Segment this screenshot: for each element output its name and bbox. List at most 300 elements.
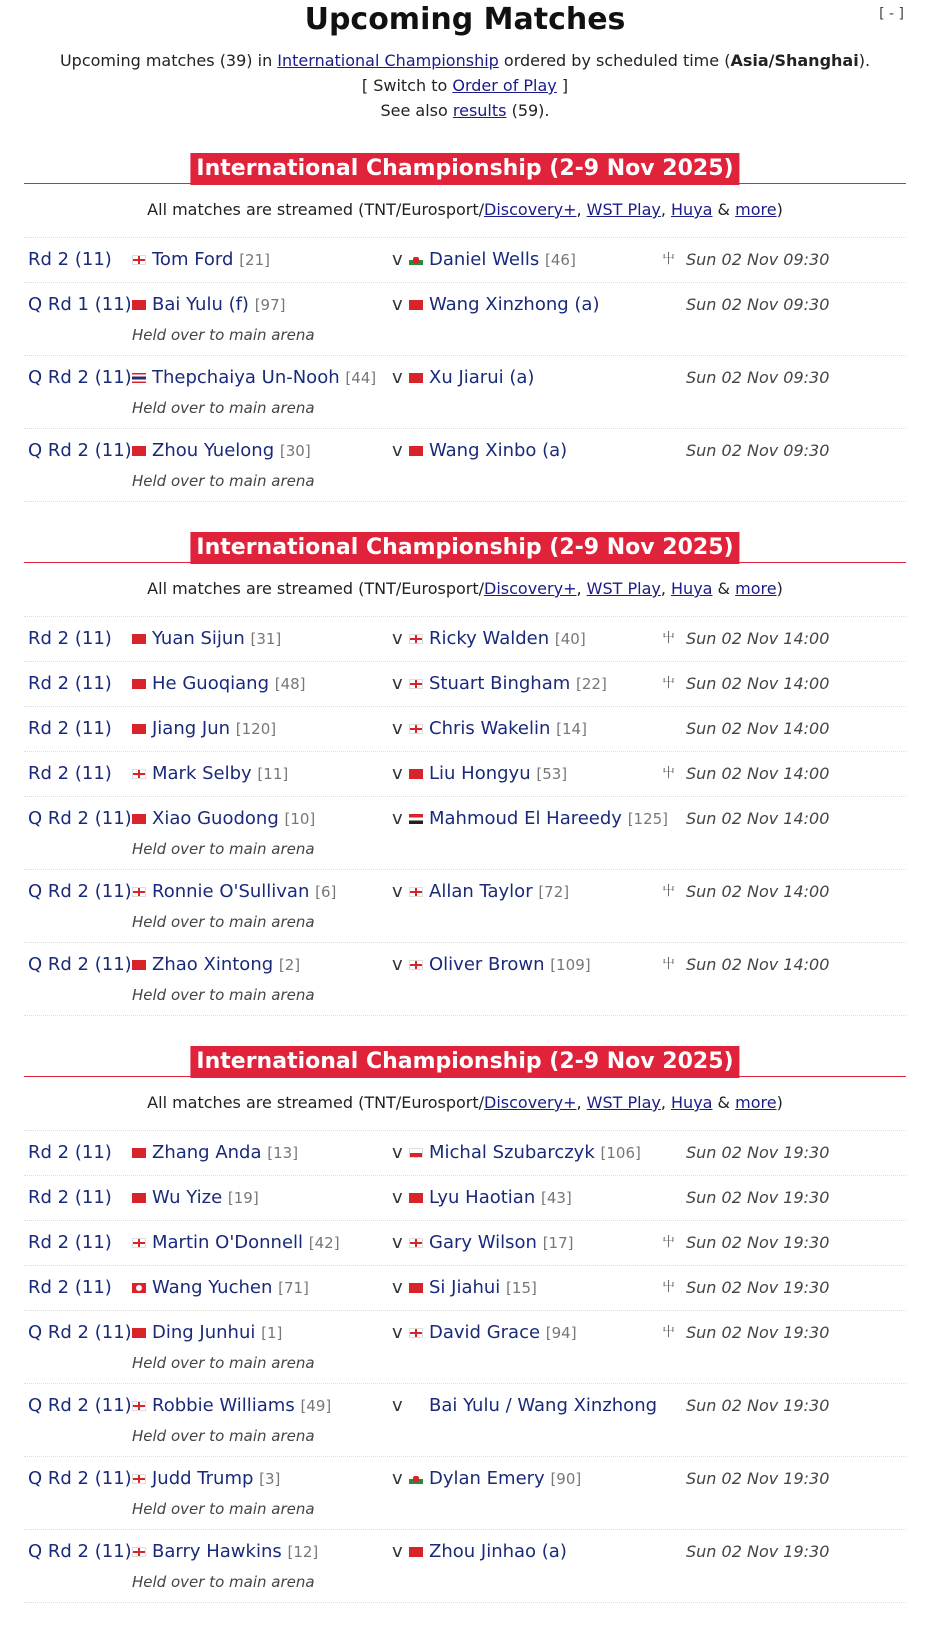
player1-cell	[132, 1186, 259, 1210]
round-cell	[28, 627, 112, 651]
round-cell	[28, 807, 132, 831]
match-row[interactable]	[24, 707, 906, 752]
round-label: Rd 2	[28, 673, 70, 694]
frames-format: (11)	[94, 1541, 132, 1562]
flag-icon	[409, 724, 423, 734]
round-label: Rd 2	[28, 1142, 70, 1163]
vs-label: v	[392, 1541, 403, 1562]
player2-link[interactable]: Si Jiahui	[429, 1277, 501, 1298]
section-title[interactable]: International Championship (2-9 Nov 2025)	[190, 1046, 739, 1078]
tv-icon: ⼬	[662, 1325, 676, 1340]
flag-icon	[409, 446, 423, 456]
intro-line-3	[0, 98, 930, 123]
vs-label: v	[392, 440, 403, 461]
stream-text: )	[776, 579, 783, 598]
player1-seed: [97]	[254, 296, 286, 314]
player1-link[interactable]: Zhou Yuelong	[152, 440, 275, 461]
player1-link[interactable]: Tom Ford	[152, 249, 234, 270]
round-cell	[28, 439, 132, 463]
match-time: Sun 02 Nov 14:00	[686, 629, 830, 648]
player1-link[interactable]: Zhang Anda	[152, 1142, 262, 1163]
player2-cell	[409, 1467, 581, 1491]
player2-link[interactable]: Xu Jiarui (a)	[429, 367, 535, 388]
page-title: Upcoming Matches	[304, 2, 626, 37]
match-time: Sun 02 Nov 19:30	[686, 1233, 830, 1252]
flag-icon	[409, 1401, 423, 1411]
player1-link[interactable]: Bai Yulu (f)	[152, 294, 249, 315]
match-row[interactable]	[24, 356, 906, 429]
match-row[interactable]	[24, 1311, 906, 1384]
player1-seed: [6]	[315, 883, 337, 901]
player1-link[interactable]: Wu Yize	[152, 1187, 223, 1208]
stream-text: &	[712, 200, 736, 219]
player1-seed: [49]	[300, 1397, 332, 1415]
flag-icon	[409, 1328, 423, 1338]
round-label: Q Rd 2	[28, 1468, 89, 1489]
round-label: Q Rd 2	[28, 367, 89, 388]
player2-cell	[409, 366, 534, 390]
stream-text: ,	[660, 1093, 672, 1112]
flag-icon	[409, 814, 423, 824]
tv-icon: ⼬	[662, 884, 676, 899]
player1-cell	[132, 1540, 318, 1564]
flag-icon	[132, 1283, 146, 1293]
player2-cell	[409, 717, 587, 741]
round-cell	[28, 248, 112, 272]
flag-icon	[409, 255, 423, 265]
player2-cell	[409, 627, 586, 651]
player1-link[interactable]: Zhao Xintong	[152, 954, 274, 975]
match-time: Sun 02 Nov 09:30	[686, 441, 830, 460]
player2-link[interactable]: Stuart Bingham	[429, 673, 571, 694]
section-header	[0, 532, 930, 564]
flag-icon	[409, 1474, 423, 1484]
player1-seed: [10]	[284, 810, 316, 828]
round-cell	[28, 293, 132, 317]
player2-link[interactable]: Dylan Emery	[429, 1468, 545, 1489]
section-header	[0, 1046, 930, 1078]
flag-icon	[132, 1401, 146, 1411]
held-over-note: Held over to main arena	[132, 399, 315, 417]
match-row[interactable]	[24, 238, 906, 283]
stream-text: &	[712, 579, 736, 598]
player2-link[interactable]: Wang Xinbo (a)	[429, 440, 568, 461]
match-row[interactable]	[24, 870, 906, 943]
vs-label: v	[392, 881, 403, 902]
player1-seed: [19]	[227, 1189, 259, 1207]
match-section	[0, 153, 930, 502]
frames-format: (11)	[94, 440, 132, 461]
player1-seed: [13]	[267, 1144, 299, 1162]
stream-info	[0, 197, 930, 223]
player1-cell	[132, 762, 288, 786]
flag-icon	[409, 300, 423, 310]
huya-link[interactable]: Huya	[671, 579, 713, 598]
round-label: Rd 2	[28, 1232, 70, 1253]
flag-icon	[132, 634, 146, 644]
vs-label: v	[392, 1187, 403, 1208]
round-label: Q Rd 2	[28, 881, 89, 902]
round-label: Rd 2	[28, 1277, 70, 1298]
player1-seed: [30]	[279, 442, 311, 460]
match-time: Sun 02 Nov 14:00	[686, 764, 830, 783]
more-link[interactable]: more	[735, 579, 777, 598]
player2-link[interactable]: Liu Hongyu	[429, 763, 531, 784]
vs-label: v	[392, 763, 403, 784]
flag-icon	[409, 679, 423, 689]
match-row[interactable]	[24, 943, 906, 1016]
match-time: Sun 02 Nov 19:30	[686, 1188, 830, 1207]
match-row[interactable]	[24, 1131, 906, 1176]
held-over-note: Held over to main arena	[132, 913, 315, 931]
match-time: Sun 02 Nov 14:00	[686, 809, 830, 828]
round-cell	[28, 1540, 132, 1564]
player1-seed: [71]	[278, 1279, 309, 1297]
player2-cell	[409, 880, 569, 904]
flag-icon	[409, 1148, 423, 1158]
match-time: Sun 02 Nov 19:30	[686, 1278, 830, 1297]
stream-info	[0, 1090, 930, 1116]
player1-cell	[132, 1141, 298, 1165]
player2-link[interactable]: Allan Taylor	[429, 881, 533, 902]
round-label: Q Rd 2	[28, 440, 89, 461]
flag-icon	[132, 446, 146, 456]
tv-icon: ⼬	[662, 1235, 676, 1250]
round-label: Rd 2	[28, 763, 70, 784]
frames-format: (11)	[94, 1468, 132, 1489]
match-time: Sun 02 Nov 14:00	[686, 882, 830, 901]
match-row[interactable]	[24, 1530, 906, 1603]
player2-link[interactable]: Gary Wilson	[429, 1232, 537, 1253]
held-over-note: Held over to main arena	[132, 472, 315, 490]
player2-cell	[409, 248, 576, 272]
tv-icon: ⼬	[662, 631, 676, 646]
vs-label: v	[392, 673, 403, 694]
intro-text: ).	[858, 51, 871, 70]
stream-text: ,	[576, 200, 587, 219]
tv-icon: ⼬	[662, 957, 676, 972]
vs-label: v	[392, 808, 403, 829]
player1-cell	[132, 807, 315, 831]
match-row[interactable]	[24, 752, 906, 797]
discovery-link[interactable]: Discovery+	[484, 200, 577, 219]
match-time: Sun 02 Nov 14:00	[686, 955, 830, 974]
stream-text: ,	[576, 579, 587, 598]
flag-icon	[132, 960, 146, 970]
match-row[interactable]	[24, 429, 906, 502]
event-link[interactable]: International Championship	[277, 51, 499, 70]
flag-icon	[132, 814, 146, 824]
held-over-note: Held over to main arena	[132, 840, 315, 858]
round-cell	[28, 880, 132, 904]
vs-label: v	[392, 628, 403, 649]
frames-format: (11)	[74, 1142, 112, 1163]
discovery-link[interactable]: Discovery+	[484, 579, 577, 598]
player1-cell	[132, 627, 281, 651]
held-over-note: Held over to main arena	[132, 1573, 315, 1591]
player1-cell	[132, 953, 300, 977]
player2-seed: [72]	[538, 883, 570, 901]
player1-cell	[132, 366, 376, 390]
intro-line-1	[0, 48, 930, 73]
round-label: Rd 2	[28, 249, 70, 270]
flag-icon	[132, 1547, 146, 1557]
intro-text: ordered by scheduled time (	[498, 51, 731, 70]
stream-text: All matches are streamed (TNT/Eurosport/	[147, 1093, 485, 1112]
match-row[interactable]	[24, 1384, 906, 1457]
player2-cell	[409, 293, 599, 317]
huya-link[interactable]: Huya	[671, 1093, 713, 1112]
player1-seed: [11]	[257, 765, 289, 783]
vs-label: v	[392, 367, 403, 388]
player1-link[interactable]: Thepchaiya Un-Nooh	[152, 367, 340, 388]
match-row[interactable]	[24, 1266, 906, 1311]
vs-label: v	[392, 249, 403, 270]
round-cell	[28, 1186, 112, 1210]
player2-link[interactable]: Michal Szubarczyk	[429, 1142, 595, 1163]
match-row[interactable]	[24, 662, 906, 707]
flag-icon	[409, 1238, 423, 1248]
results-link[interactable]: results	[452, 101, 507, 120]
flag-icon	[132, 1193, 146, 1203]
player2-cell	[409, 1540, 567, 1564]
flag-icon	[409, 1547, 423, 1557]
flag-icon	[132, 1474, 146, 1484]
match-time: Sun 02 Nov 19:30	[686, 1469, 830, 1488]
player2-cell	[409, 762, 567, 786]
player2-seed: [14]	[556, 720, 587, 738]
flag-icon	[409, 373, 423, 383]
flag-icon	[409, 1283, 423, 1293]
round-cell	[28, 1467, 132, 1491]
vs-label: v	[392, 1232, 403, 1253]
flag-icon	[132, 769, 146, 779]
flag-icon	[409, 769, 423, 779]
player1-seed: [21]	[239, 251, 270, 269]
player1-seed: [1]	[261, 1324, 283, 1342]
match-time: Sun 02 Nov 19:30	[686, 1542, 830, 1561]
match-sections	[0, 153, 930, 1603]
player2-seed: [46]	[545, 251, 576, 269]
player1-cell	[132, 1276, 309, 1300]
player1-cell	[132, 439, 311, 463]
player1-link[interactable]: Barry Hawkins	[152, 1541, 282, 1562]
flag-icon	[132, 1328, 146, 1338]
round-label: Q Rd 2	[28, 954, 89, 975]
more-link[interactable]: more	[735, 1093, 777, 1112]
held-over-note: Held over to main arena	[132, 986, 315, 1004]
player2-link[interactable]: Ricky Walden	[429, 628, 550, 649]
vs-label: v	[392, 718, 403, 739]
player2-link[interactable]: Mahmoud El Hareedy	[429, 808, 622, 829]
match-time: Sun 02 Nov 19:30	[686, 1143, 830, 1162]
player1-link[interactable]: Jiang Jun	[152, 718, 231, 739]
player1-seed: [48]	[274, 675, 306, 693]
frames-format: (11)	[74, 763, 112, 784]
round-cell	[28, 366, 132, 390]
player2-link[interactable]: Daniel Wells	[429, 249, 540, 270]
round-label: Rd 2	[28, 628, 70, 649]
round-cell	[28, 1321, 132, 1345]
match-row[interactable]	[24, 1176, 906, 1221]
round-label: Q Rd 1	[28, 294, 89, 315]
player2-link[interactable]: Lyu Haotian	[429, 1187, 536, 1208]
frames-format: (11)	[94, 954, 132, 975]
player1-link[interactable]: He Guoqiang	[152, 673, 269, 694]
vs-label: v	[392, 1277, 403, 1298]
frames-format: (11)	[94, 808, 132, 829]
player1-link[interactable]: Judd Trump	[152, 1468, 254, 1489]
wst-play-link[interactable]: WST Play	[586, 1093, 661, 1112]
player1-link[interactable]: Wang Yuchen	[152, 1277, 273, 1298]
match-time: Sun 02 Nov 09:30	[686, 250, 830, 269]
intro-text: See also	[380, 101, 453, 120]
player1-link[interactable]: Robbie Williams	[152, 1395, 295, 1416]
stream-text: )	[776, 1093, 783, 1112]
timezone-label: Asia/Shanghai	[730, 51, 859, 70]
player2-link[interactable]: Chris Wakelin	[429, 718, 551, 739]
player1-cell	[132, 672, 306, 696]
player2-link[interactable]: Zhou Jinhao (a)	[429, 1541, 567, 1562]
discovery-link[interactable]: Discovery+	[484, 1093, 577, 1112]
flag-icon	[409, 960, 423, 970]
held-over-note: Held over to main arena	[132, 1500, 315, 1518]
vs-label: v	[392, 954, 403, 975]
flag-icon	[409, 634, 423, 644]
section-title[interactable]: International Championship (2-9 Nov 2025)	[190, 532, 739, 564]
player1-link[interactable]: Martin O'Donnell	[152, 1232, 304, 1253]
stream-text: )	[776, 200, 783, 219]
match-list	[24, 237, 906, 502]
player1-link[interactable]: Yuan Sijun	[152, 628, 245, 649]
player1-link[interactable]: Xiao Guodong	[152, 808, 279, 829]
tv-icon: ⼬	[662, 252, 676, 267]
tv-icon: ⼬	[662, 676, 676, 691]
vs-label: v	[392, 1395, 403, 1416]
player1-seed: [12]	[287, 1543, 319, 1561]
frames-format: (11)	[94, 367, 132, 388]
player2-seed: [106]	[600, 1144, 641, 1162]
vs-label: v	[392, 1322, 403, 1343]
round-cell	[28, 1141, 112, 1165]
player1-seed: [120]	[235, 720, 277, 738]
player2-cell	[409, 1141, 641, 1165]
huya-link[interactable]: Huya	[671, 200, 713, 219]
player1-cell	[132, 1394, 331, 1418]
player1-seed: [44]	[345, 369, 377, 387]
player2-seed: [22]	[576, 675, 607, 693]
round-cell	[28, 762, 112, 786]
intro-text: [ Switch to	[361, 76, 453, 95]
match-time: Sun 02 Nov 09:30	[686, 295, 830, 314]
match-row[interactable]	[24, 1457, 906, 1530]
match-row[interactable]	[24, 283, 906, 356]
match-row[interactable]	[24, 1221, 906, 1266]
player1-link[interactable]: Ding Junhui	[152, 1322, 256, 1343]
stream-text: &	[712, 1093, 736, 1112]
player1-link[interactable]: Ronnie O'Sullivan	[152, 881, 310, 902]
collapse-toggle[interactable]: [ - ]	[879, 6, 904, 22]
player2-link[interactable]: David Grace	[429, 1322, 541, 1343]
player2-seed: [15]	[506, 1279, 537, 1297]
stream-info	[0, 576, 930, 602]
section-title[interactable]: International Championship (2-9 Nov 2025)	[190, 153, 739, 185]
player2-link[interactable]: Oliver Brown	[429, 954, 545, 975]
flag-icon	[409, 1193, 423, 1203]
player1-cell	[132, 717, 276, 741]
round-cell	[28, 1276, 112, 1300]
frames-format: (11)	[94, 881, 132, 902]
player2-cell	[409, 807, 668, 831]
player1-seed: [31]	[250, 630, 282, 648]
player1-seed: [3]	[259, 1470, 281, 1488]
match-row[interactable]	[24, 617, 906, 662]
flag-icon	[132, 255, 146, 265]
round-cell	[28, 1231, 112, 1255]
stream-text: ,	[660, 200, 672, 219]
held-over-note: Held over to main arena	[132, 1354, 315, 1372]
flag-icon	[132, 373, 146, 383]
player2-cell	[409, 1186, 572, 1210]
vs-label: v	[392, 1468, 403, 1489]
frames-format: (11)	[94, 1322, 132, 1343]
order-of-play-link[interactable]: Order of Play	[452, 76, 557, 95]
match-time: Sun 02 Nov 19:30	[686, 1323, 830, 1342]
match-row[interactable]	[24, 797, 906, 870]
round-cell	[28, 717, 112, 741]
player2-link[interactable]: Bai Yulu / Wang Xinzhong	[429, 1395, 658, 1416]
stream-text: ,	[660, 579, 672, 598]
player1-cell	[132, 248, 270, 272]
player2-link[interactable]: Wang Xinzhong (a)	[429, 294, 600, 315]
stream-text: All matches are streamed (TNT/Eurosport/	[147, 579, 485, 598]
intro-text: (59).	[506, 101, 550, 120]
player2-seed: [90]	[550, 1470, 582, 1488]
player2-cell	[409, 953, 591, 977]
intro	[0, 48, 930, 123]
player1-link[interactable]: Mark Selby	[152, 763, 252, 784]
round-label: Rd 2	[28, 1187, 70, 1208]
frames-format: (11)	[74, 718, 112, 739]
player2-seed: [94]	[545, 1324, 577, 1342]
wst-play-link[interactable]: WST Play	[586, 200, 661, 219]
frames-format: (11)	[74, 628, 112, 649]
held-over-note: Held over to main arena	[132, 326, 315, 344]
player2-cell	[409, 439, 567, 463]
player2-cell	[409, 672, 607, 696]
player1-cell	[132, 1321, 282, 1345]
vs-label: v	[392, 1142, 403, 1163]
player2-cell	[409, 1321, 577, 1345]
tv-icon: ⼬	[662, 766, 676, 781]
player2-seed: [43]	[540, 1189, 572, 1207]
match-time: Sun 02 Nov 14:00	[686, 719, 830, 738]
match-time: Sun 02 Nov 19:30	[686, 1396, 830, 1415]
player1-seed: [42]	[308, 1234, 340, 1252]
more-link[interactable]: more	[735, 200, 777, 219]
wst-play-link[interactable]: WST Play	[586, 579, 661, 598]
intro-text: Upcoming matches (39) in	[59, 51, 278, 70]
player1-cell	[132, 293, 285, 317]
stream-text: ,	[576, 1093, 587, 1112]
frames-format: (11)	[74, 249, 112, 270]
match-list	[24, 1130, 906, 1603]
stream-text: All matches are streamed (TNT/Eurosport/	[147, 200, 485, 219]
player2-cell	[409, 1231, 574, 1255]
player2-seed: [109]	[550, 956, 591, 974]
player1-cell	[132, 1467, 280, 1491]
frames-format: (11)	[94, 294, 132, 315]
